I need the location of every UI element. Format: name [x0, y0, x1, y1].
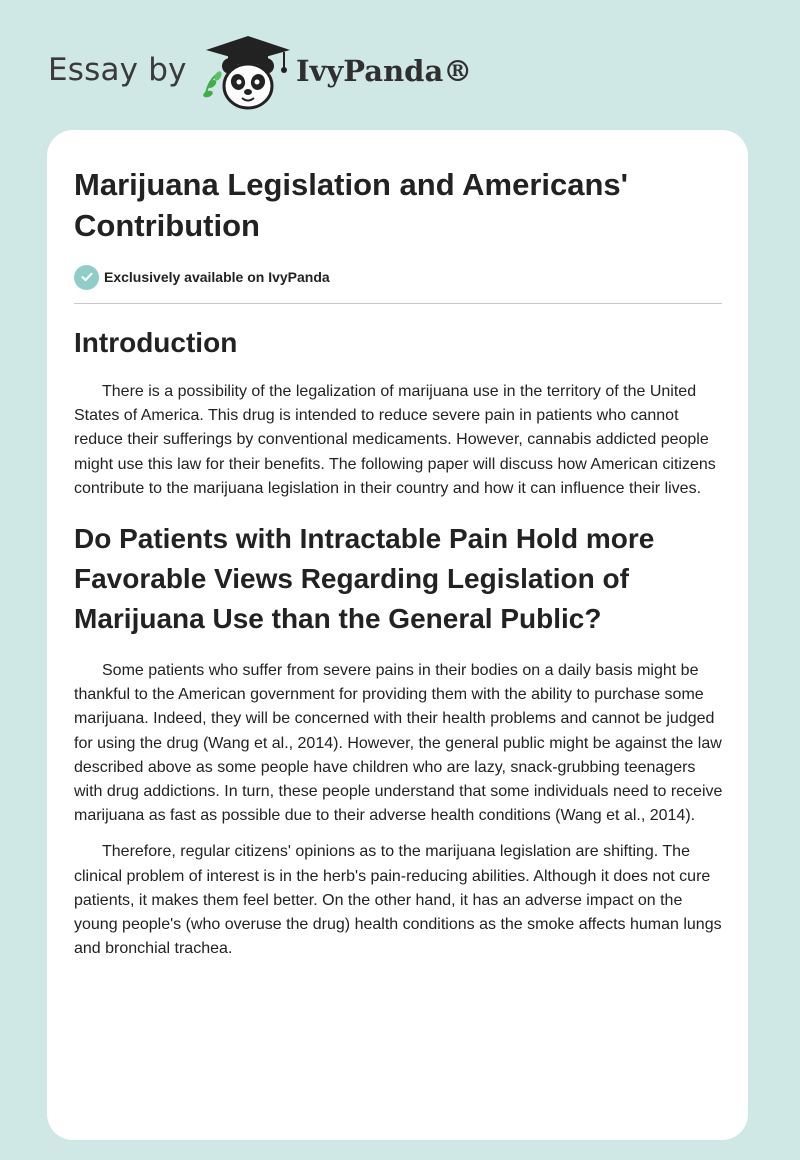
- graduation-panda-icon[interactable]: [200, 32, 296, 112]
- paragraph: Some patients who suffer from severe pains in their bodies on a daily basis might be thankful to the American government for providing them with the ability to purchase some marijuana. Indeed, they will be concerned with their health problems and cannot be judged for using the drug (Wang et al., 2014). However, the general public might be against the law described above as some people have children who are lazy, snack-grubbing teenagers with drug addictions. In turn, these people understand that some individuals need to receive marijuana as fast as possible due to their adverse health conditions (Wang et al., 2014).: [74, 662, 723, 825]
- site-header: [0, 0, 800, 120]
- exclusive-badge: [74, 264, 330, 290]
- page-title: Marijuana Legislation and Americans' Contribution: [74, 167, 629, 243]
- paragraph: Therefore, regular citizens' opinions as to the marijuana legislation are shifting. The clinical problem of interest is in the herb's pain-reducing abilities. Although it does not cure patients, it makes them feel better. On the other hand, it has an adverse impact on the young people's (who overuse the drug) health conditions as the smoke affects human lungs and bronchial trachea.: [74, 843, 722, 958]
- brand-name[interactable]: IvyPanda®: [296, 54, 473, 88]
- divider: [74, 303, 722, 304]
- essay-body: [74, 326, 724, 961]
- badge-text: Exclusively available on IvyPanda: [104, 269, 330, 285]
- brand-prefix: Essay by: [48, 52, 187, 88]
- section-heading-patients-views: Do Patients with Intractable Pain Hold more Favorable Views Regarding Legislation of Marijuana Use than the General Public?: [74, 523, 655, 635]
- essay-card: [47, 130, 748, 1140]
- section-heading-introduction: Introduction: [74, 327, 238, 358]
- paragraph: There is a possibility of the legalization of marijuana use in the territory of the United States of America. This drug is intended to reduce severe pain in patients who cannot reduce their sufferings by conventional medicaments. However, cannabis addicted people might use this law for their benefits. The following paper will discuss how American citizens contribute to the marijuana legislation in their country and how it can influence their lives.: [74, 383, 716, 497]
- check-circle-icon: [74, 265, 99, 290]
